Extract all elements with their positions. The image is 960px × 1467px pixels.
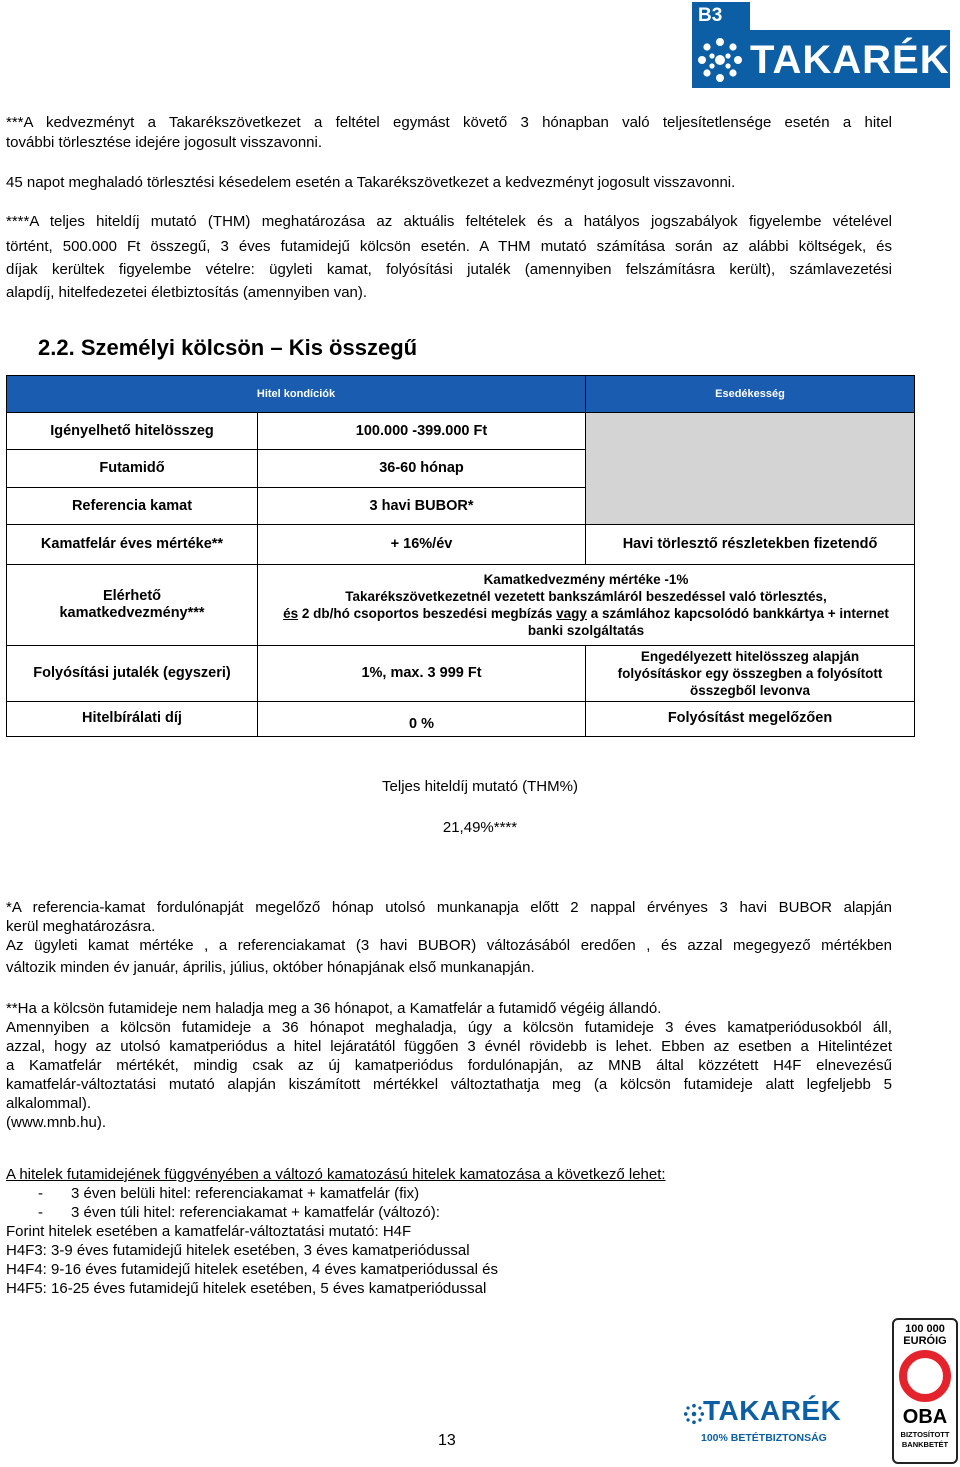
note3-line1: **Ha a kölcsön futamideje nem haladja meg a 36 hónapot, a Kamatfelár a futamidő végéig állandó. — [6, 1000, 662, 1017]
intro-p1-line2: további törlesztése idejére jogosult visszavonni. — [6, 134, 323, 151]
footer-badge-sub: 100% BETÉTBIZTONSÁG — [701, 1432, 827, 1444]
fee-label: Folyósítási jutalék (egyszeri) — [6, 645, 258, 702]
note4-dash2: - — [38, 1204, 43, 1221]
ref-value: 3 havi BUBOR* — [257, 487, 586, 525]
logo-word: TAKARÉK — [750, 38, 950, 82]
oba-top: 100 000 EURÓIG — [903, 1323, 947, 1347]
oba-circle-icon — [899, 1350, 951, 1402]
note3-line5: kamatfelár-változtatási mutató alapján kiszámított mértékkel változtathatja meg (a kölcsön futamideje alatt legfeljebb 5 — [6, 1076, 892, 1093]
term-label: Futamidő — [6, 449, 258, 488]
due-grey-block — [585, 412, 915, 525]
oba-name: OBA — [902, 1406, 948, 1428]
header-conditions: Hitel kondíciók — [6, 375, 586, 413]
note4-line5: H4F4: 9-16 éves futamidejű hitelek esetében, 4 éves kamatperiódussal és — [6, 1261, 498, 1278]
discount-details: Kamatkedvezmény mértéke -1% Takarékszövetkezetnél vezetett bankszámláról beszedéssel való törlesztés, és 2 db/hó csoportos beszedési megbízás vagy a számlához kapcsolódó bankkártya + internet banki szolgáltatás — [257, 564, 915, 646]
thm-value: 21,49%**** — [442, 819, 518, 836]
note4-line6: H4F5: 16-25 éves futamidejű hitelek esetében, 5 éves kamatperiódussal — [6, 1280, 487, 1297]
discount-label: Elérhető kamatkedvezmény*** — [6, 564, 258, 646]
takarek-logo — [692, 2, 950, 88]
amount-value: 100.000 -399.000 Ft — [257, 412, 586, 450]
oba-badge — [892, 1318, 958, 1464]
eval-value: 0 % — [257, 701, 586, 737]
intro-p3-line2: történt, 500.000 Ft összegű, 3 éves futamidejű kölcsön esetén. A THM mutató számítása során az alábbi költségek, és — [6, 238, 893, 255]
margin-label: Kamatfelár éves mértéke** — [6, 524, 258, 565]
note3-line3: azzal, hogy az utolsó kamatperiódus a hitel lejáratától függően 3 évnél rövidebb is lehet. Ebben az esetben a Hitelintézet — [6, 1038, 892, 1055]
header-due: Esedékesség — [585, 375, 915, 413]
footer-logo-mark-icon — [683, 1403, 705, 1425]
note3-line7: (www.mnb.hu). — [6, 1114, 107, 1131]
note3-line6: alkalommal). — [6, 1095, 92, 1112]
thm-label: Teljes hiteldíj mutató (THM%) — [382, 778, 578, 795]
note2-line2: változik minden év január, április, július, október hónapjának első munkanapján. — [6, 959, 535, 976]
intro-p3-line4: alapdíj, hitelfedezetei életbiztosítás (amennyiben van). — [6, 284, 368, 301]
fee-value: 1%, max. 3 999 Ft — [257, 645, 586, 702]
note3-line4: a Kamatfelár mértékét, mindig csak az új kamatperiódus fordulónapján, az MNB által közzétett H4F elnevezésű — [6, 1057, 892, 1074]
section-title: 2.2. Személyi kölcsön – Kis összegű — [38, 335, 418, 360]
note4-dash1: - — [38, 1185, 43, 1202]
ref-label: Referencia kamat — [6, 487, 258, 525]
note2-line1: Az ügyleti kamat mértéke , a referenciakamat (3 havi BUBOR) változásából eredően , és azzal megegyező mértékben — [6, 937, 892, 954]
fee-due: Engedélyezett hitelösszeg alapján folyósításkor egy összegben a folyósított összegből levonva — [585, 645, 915, 702]
page-number: 13 — [438, 1432, 456, 1449]
footer-takarek-badge — [683, 1395, 855, 1451]
term-value: 36-60 hónap — [257, 449, 586, 488]
footer-badge-word: TAKARÉK — [703, 1395, 842, 1426]
margin-due: Havi törlesztő részletekben fizetendő — [585, 524, 915, 565]
eval-label: Hitelbírálati díj — [6, 701, 258, 737]
note3-line2: Amennyiben a kölcsön futamideje a 36 hónapot meghaladja, úgy a kölcsön futamideje 3 éves kamatperiódusokból áll, — [6, 1019, 892, 1036]
note4-line3: Forint hitelek esetében a kamatfelár-változtatási mutató: H4F — [6, 1223, 412, 1240]
intro-p2: 45 napot meghaladó törlesztési késedelem esetén a Takarékszövetkezet a kedvezményt jogosult visszavonni. — [6, 174, 736, 191]
intro-p3-line1: ****A teljes hiteldíj mutató (THM) meghatározása az aktuális feltételek és a hatályos jogszabályok figyelembe vételével — [6, 213, 892, 230]
note4-item1: 3 éven belüli hitel: referenciakamat + kamatfelár (fix) — [71, 1185, 420, 1202]
note4-item2: 3 éven túli hitel: referenciakamat + kamatfelár (változó): — [71, 1204, 440, 1221]
intro-p1-line1: ***A kedvezményt a Takarékszövetkezet a feltétel egymást követő 3 hónapban való teljesítetlensége esetén a hitel — [6, 114, 892, 131]
logo-main — [692, 30, 950, 88]
b3-badge: B3 — [692, 2, 750, 30]
note1-line2: kerül meghatározásra. — [6, 918, 156, 935]
amount-label: Igényelhető hitelösszeg — [6, 412, 258, 450]
oba-sub: BIZTOSÍTOTT BANKBETÉT — [900, 1430, 950, 1449]
note1-line1: *A referencia-kamat fordulónapját megelőző hónap utolsó munkanapja előtt 2 nappal érvényes 3 havi BUBOR alapján — [6, 899, 892, 916]
note4-line4: H4F3: 3-9 éves futamidejű hitelek esetében, 3 éves kamatperiódussal — [6, 1242, 470, 1259]
logo-mark-icon — [696, 36, 744, 84]
note4-heading: A hitelek futamidejének függvényében a változó kamatozású hitelek kamatozása a következő lehet: — [6, 1166, 666, 1183]
margin-value: + 16%/év — [257, 524, 586, 565]
eval-due: Folyósítást megelőzően — [585, 701, 915, 737]
intro-p3-line3: díjak kerültek figyelembe vételre: ügyleti kamat, folyósítási jutalék (amennyiben felszámításra került), számlavezetési — [6, 261, 892, 278]
